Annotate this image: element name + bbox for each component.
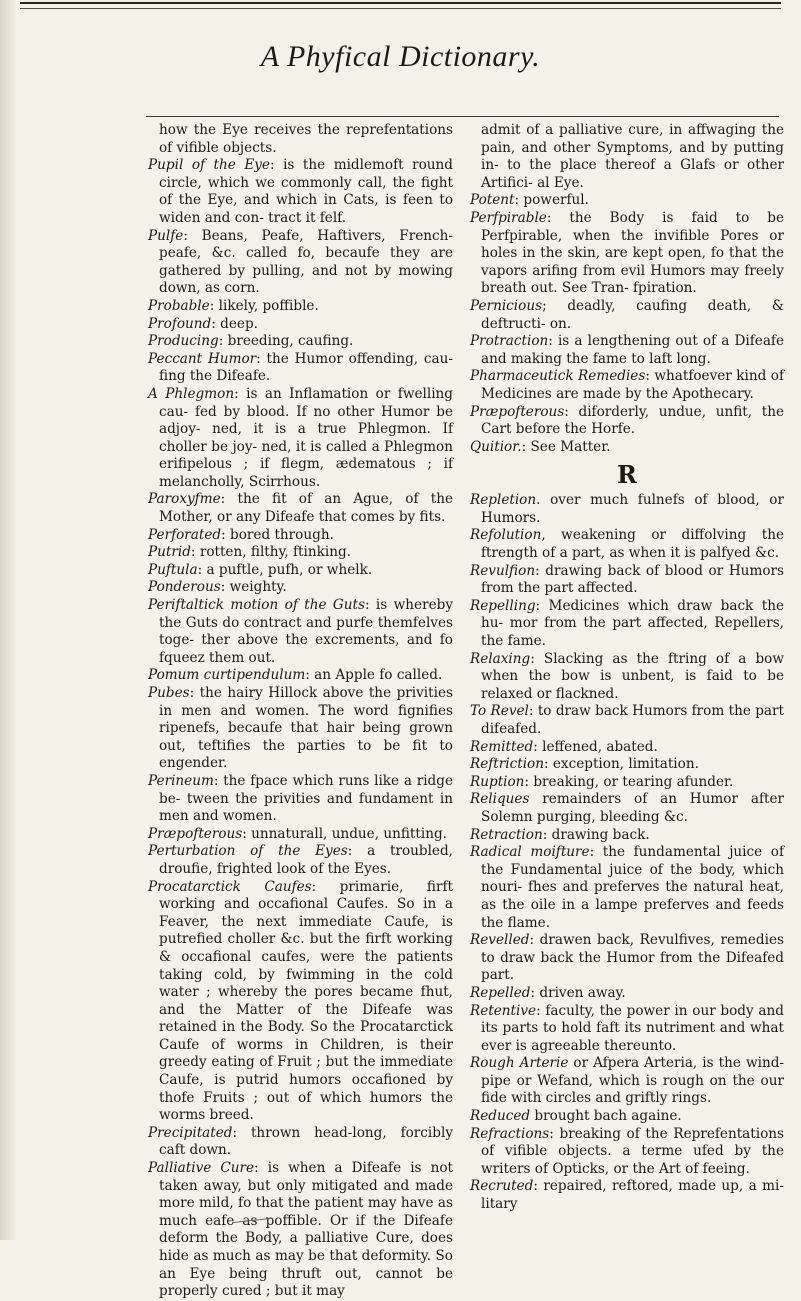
- dictionary-entry: [148, 685, 453, 773]
- entry-term: Procatarctick Caufes: [148, 878, 312, 895]
- dictionary-entry: [470, 1003, 784, 1056]
- entry-definition: : a puftle, pufh, or whelk.: [197, 561, 373, 578]
- dictionary-entry: [148, 562, 453, 580]
- entry-definition: : faculty, the power in our body and its parts to hold faft its nutriment and what ever is agreeable thereunto.: [481, 1002, 784, 1054]
- entry-term: Profound: [148, 315, 212, 332]
- entry-definition: : the fit of an Ague, of the Mother, or any Difeafe that comes by fits.: [159, 491, 453, 526]
- entry-definition: : the fpace which runs like a ridge be- tween the privities and fundament in men and women.: [159, 772, 453, 825]
- entry-definition: : is whereby the Guts do contract and purfe themfelves toge- ther above the excrements, and fo fqueez them out.: [159, 597, 453, 666]
- entry-term: Producing: [148, 333, 219, 350]
- dictionary-entry: [148, 579, 453, 597]
- entry-term: Probable: [148, 297, 210, 314]
- entry-definition: : the hairy Hillock above the privities in men and women. The word fignifies ripenefs, becaufe that hair being grown out, teftifies the parties to be fit to engender.: [159, 685, 453, 772]
- entry-definition: : a troubled, droufie, frighted look of the Eyes.: [159, 843, 454, 877]
- entry-term: Pubes: [148, 685, 190, 701]
- entry-term: Perforated: [148, 526, 222, 543]
- dictionary-entry: [470, 791, 784, 826]
- dictionary-entry: [148, 667, 453, 685]
- entry-term: Revulfion: [470, 562, 536, 579]
- entry-definition: : weighty.: [220, 579, 287, 596]
- entry-definition: : driven away.: [530, 984, 626, 1001]
- entry-term: Reduced: [470, 1108, 531, 1125]
- top-border-rule-thin: [20, 8, 781, 9]
- entry-definition: : thrown head-long, forcibly caft down.: [159, 1124, 453, 1159]
- dictionary-entry: [148, 1125, 453, 1160]
- entry-definition: : the Body is faid to be Perfpirable, when the invifible Pores or holes in the skin, are kept open, fo that the vapors arifing from evil Humors may freely breath out. See Tran- fpiration.: [481, 209, 784, 297]
- entry-term: Periftaltick motion of the Guts: [148, 597, 365, 614]
- entry-term: Refractions: [470, 1125, 550, 1142]
- entry-term: Palliative Cure: [148, 1160, 255, 1177]
- entry-definition: : Slacking as the ftring of a bow when the bow is unbent, is faid to be relaxed or flackned.: [481, 650, 784, 702]
- entry-term: Pulfe: [148, 227, 184, 244]
- entry-term: Radical moifture: [470, 844, 590, 861]
- entry-definition: : breaking of the Reprefentations of vifible objects. a terme ufed by the writers of Opticks, or the Art of feeing.: [481, 1125, 784, 1177]
- dictionary-entry: [470, 1178, 784, 1213]
- entry-term: Retraction: [470, 826, 543, 843]
- dictionary-entry: [470, 1055, 784, 1108]
- dictionary-entry: [470, 739, 784, 757]
- entry-definition: : the fundamental juice of the Fundamental juice of the body, which nouri- fhes and preferves the natural heat, as the oile in a lampe preferves and feeds the flame.: [481, 844, 784, 931]
- entry-term: Perfpirable: [470, 209, 547, 226]
- dictionary-entry: [148, 544, 453, 562]
- entry-definition: or Afpera Arteria, is the wind- pipe or Wefand, which is rough on the our fide with circles and griftly rings.: [481, 1055, 784, 1107]
- dictionary-entry: [470, 192, 784, 210]
- entry-term: Pomum curtipendulum: [148, 667, 306, 684]
- entry-definition: . over much fulnefs of blood, or Humors.: [481, 492, 784, 526]
- entry-definition: : primarie, firft working and occafional Caufes. So in a Feaver, the next immediate Caufe, is putrefied choller &c. but the firft working & occafional caufes, were the patients taking cold, by fwimming in the cold water ; whereby the pores became fhut, and the Matter of the Difeafe was retained in the Body. So the Procatarctick Caufe of worms in Children, is their greedy eating of Fruit ; but the immediate Caufe, is putrid humors occafioned by thofe Fruits ; out of which humors the worms breed.: [159, 878, 453, 1124]
- entry-definition: : diforderly, undue, unfit, the Cart before the Horfe.: [481, 403, 784, 438]
- entry-definition: , weakening or diffolving the ftrength of a part, as when it is palfyed &c.: [481, 527, 784, 562]
- entry-definition: : breaking, or tearing afunder.: [524, 773, 734, 790]
- dictionary-entry: [470, 368, 784, 403]
- entry-term: Rough Arterie: [470, 1055, 569, 1072]
- right-column: [470, 122, 784, 1214]
- entry-definition: : drawing back.: [542, 826, 650, 843]
- top-border-rule: [20, 2, 781, 4]
- section-letter: R: [617, 460, 637, 490]
- entry-definition: : to draw back Humors from the part difeafed.: [481, 703, 784, 737]
- dictionary-entry: [148, 122, 453, 157]
- dictionary-entry: [148, 879, 453, 1125]
- entry-term: Quitior.: [470, 438, 522, 455]
- entry-definition: admit of a palliative cure, in affwaging the pain, and other Symptoms, and by putting in- to the place thereof a Glafs or other Artifici- al Eye.: [481, 122, 784, 191]
- entry-definition: brought bach againe.: [530, 1108, 682, 1125]
- entry-term: Retentive: [470, 1002, 537, 1019]
- entry-definition: : drawen back, Revulfives, remedies to draw back the Humor from the Difeafed part.: [481, 932, 784, 984]
- dictionary-entry: [470, 527, 784, 562]
- dictionary-entry: [148, 351, 453, 386]
- header-rule: [146, 116, 779, 117]
- entry-term: Præpofterous: [148, 825, 243, 842]
- dictionary-entry: [148, 597, 453, 667]
- dictionary-entry: [148, 333, 453, 351]
- entry-term: Recruted: [470, 1178, 534, 1195]
- entry-definition: : Medicines which draw back the hu- mor from the part affected, Repellers, the fame.: [481, 597, 784, 650]
- dictionary-entry: [148, 826, 453, 844]
- dictionary-entry: [148, 527, 453, 545]
- entry-term: Ponderous: [148, 579, 221, 596]
- entry-definition: : powerful.: [514, 192, 589, 209]
- left-column: [148, 122, 453, 1301]
- entry-term: Protraction: [470, 333, 549, 350]
- entry-definition: : likely, poffible.: [209, 297, 319, 314]
- dictionary-entry: [470, 333, 784, 368]
- entry-definition: : exception, limitation.: [543, 756, 699, 773]
- right-column-entries-p: [470, 122, 784, 456]
- entry-term: To Revel: [470, 703, 529, 720]
- dictionary-entry: [470, 598, 784, 651]
- dictionary-entry: [148, 1160, 453, 1301]
- entry-term: Perineum: [148, 772, 214, 789]
- entry-definition: : is when a Difeafe is not taken away, but only mitigated and made more mild, fo that the patient may have as much eafe as poffible. Or if the Difeafe deform the Body, a palliative Cure, does hide as much as may be that deformity. So an Eye being thruft out, cannot be properly cured ; but it may: [159, 1160, 454, 1300]
- entry-term: Puftula: [148, 561, 198, 578]
- entry-term: Pernicious: [470, 297, 543, 314]
- entry-definition: : See Matter.: [521, 438, 611, 455]
- entry-term: Remitted: [470, 738, 534, 755]
- entry-term: Potent: [470, 192, 515, 209]
- entry-definition: remainders of an Humor after Solemn purging, bleeding &c.: [481, 791, 784, 825]
- dictionary-entry: [148, 316, 453, 334]
- entry-definition: : is the midlemoft round circle, which we commonly call, the fight of the Eye, and which in Cats, is feen to widen and con- tract it felf.: [159, 157, 454, 226]
- dictionary-entry: [470, 844, 784, 932]
- dictionary-entry: [470, 492, 784, 527]
- dictionary-entry: [148, 773, 453, 826]
- entry-term: Peccant Humor: [148, 350, 257, 367]
- running-title: A Phyfical Dictionary.: [260, 40, 541, 73]
- dictionary-entry: [470, 1108, 784, 1126]
- dictionary-entry: [148, 491, 453, 526]
- entry-definition: : the Humor offending, cau- fing the Difeafe.: [159, 350, 453, 385]
- dictionary-entry: [470, 651, 784, 704]
- entry-definition: ; deadly, caufing death, & deftructi- on.: [481, 297, 784, 332]
- entry-definition: : repaired, reftored, made up, a mi- litary: [481, 1178, 784, 1213]
- entry-definition: : breeding, caufing.: [218, 333, 354, 350]
- entry-term: Paroxyfme: [148, 491, 221, 508]
- entry-term: Repelling: [470, 597, 536, 614]
- dictionary-entry: [148, 843, 453, 878]
- entry-definition: : drawing back of blood or Humors from the part affected.: [481, 562, 784, 597]
- entry-definition: : whatfoever kind of Medicines are made by the Apothecary.: [481, 368, 784, 402]
- entry-term: Præpofterous: [470, 403, 565, 420]
- dictionary-entry: [148, 298, 453, 316]
- entry-definition: : unnaturall, undue, unfitting.: [242, 825, 447, 842]
- entry-term: A Phlegmon: [148, 385, 235, 402]
- entry-term: Reftriction: [470, 756, 544, 773]
- dictionary-entry: [470, 298, 784, 333]
- entry-term: Pharmaceutick Remedies: [470, 368, 646, 385]
- entry-definition: : deep.: [211, 315, 258, 332]
- entry-term: Pupil of the Eye: [148, 157, 270, 174]
- entry-definition: how the Eye receives the reprefentations of vifible objects.: [159, 122, 453, 156]
- entry-definition: : is an Inflamation or fwelling cau- fed by blood. If no other Humor be adjoy- ned, it is a true Phlegmon. If choller be joy- ned, it is called a Phlegmon erifipelous ; if flegm, ædematous ; if melancholly, Scirrhous.: [159, 385, 453, 490]
- entry-definition: : leffened, abated.: [533, 738, 658, 755]
- entry-term: Putrid: [148, 544, 191, 561]
- dictionary-entry: [470, 985, 784, 1003]
- entry-term: Reliques: [470, 791, 530, 808]
- dictionary-entry: [470, 756, 784, 774]
- entry-term: Ruption: [470, 773, 525, 790]
- entry-definition: : an Apple fo called.: [305, 667, 443, 684]
- entry-definition: : Beans, Peafe, Haftivers, French-peafe, &c. called fo, becaufe they are gathered by pulling, and not by mowing down, as corn.: [159, 227, 453, 297]
- dictionary-entry: [470, 210, 784, 298]
- dictionary-entry: [470, 932, 784, 985]
- dictionary-entry: [470, 563, 784, 598]
- dictionary-entry: [470, 774, 784, 792]
- dictionary-entry: [470, 404, 784, 439]
- dictionary-entry: [470, 827, 784, 845]
- entry-term: Revelled: [470, 932, 530, 949]
- dictionary-entry: [148, 157, 453, 227]
- entry-term: Repelled: [470, 984, 531, 1001]
- dictionary-entry: [148, 228, 453, 298]
- entry-term: Perturbation of the Eyes: [148, 843, 348, 860]
- entry-definition: : bored through.: [221, 526, 334, 543]
- dictionary-entry: [470, 703, 784, 738]
- dictionary-entry: [148, 386, 453, 492]
- entry-term: Precipitated: [148, 1124, 233, 1141]
- dictionary-entry: [470, 122, 784, 192]
- dictionary-entry: [470, 1126, 784, 1179]
- entry-definition: : rotten, filthy, ftinking.: [190, 544, 351, 561]
- entry-definition: : is a lengthening out of a Difeafe and making the fame to laft long.: [481, 333, 784, 367]
- entry-term: Relaxing: [470, 650, 531, 667]
- entry-term: Refolution: [470, 527, 542, 544]
- right-column-entries-r: [470, 492, 784, 1213]
- entry-term: Repletion: [470, 492, 537, 509]
- dictionary-entry: [470, 439, 784, 457]
- page-gutter-shadow: [0, 0, 16, 1240]
